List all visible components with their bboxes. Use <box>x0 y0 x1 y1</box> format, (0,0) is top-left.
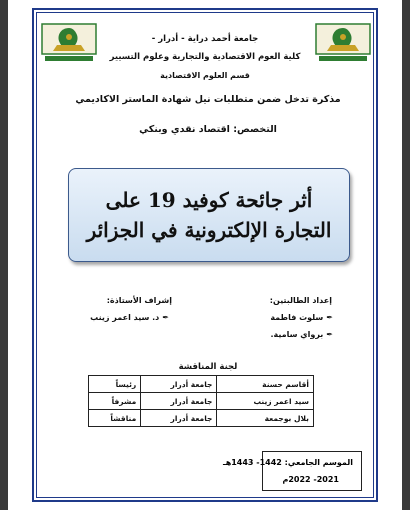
student-name <box>270 313 336 322</box>
member-role: مناقشاً <box>89 410 141 427</box>
member-role: مشرفاً <box>89 393 141 410</box>
title-line-1: أثر جائحة كوفيد 19 على <box>105 188 313 212</box>
pen-icon: ✒ <box>162 313 169 322</box>
title-box <box>68 168 350 262</box>
committee-table <box>88 375 314 427</box>
student-name-2: برواي سامية. <box>270 330 324 339</box>
pen-icon: ✒ <box>326 330 333 339</box>
thesis-statement: مذكرة تدخل ضمن متطلبات نيل شهادة الماستر الاكاديمي <box>75 94 341 105</box>
supervisor-name <box>90 313 172 322</box>
supervisor-heading: إشراف الأستاذة: <box>106 296 172 305</box>
academic-season-box <box>222 451 362 491</box>
student-name-1: سلوت فاطمة <box>270 313 324 322</box>
faculty-name: كلية العوم الاقتصادية والتجارية وعلوم التسيير <box>109 52 301 62</box>
member-name: سيد اعمر زينب <box>217 393 314 410</box>
university-logo-right <box>314 16 372 70</box>
specialty: التخصص: اقتصاد نقدي وبنكي <box>139 124 277 135</box>
pen-icon: ✒ <box>326 313 333 322</box>
member-name: بلال بوجمعة <box>217 410 314 427</box>
season-gregorian: 2021- 2022م <box>282 475 339 484</box>
member-role: رئيساً <box>89 376 141 393</box>
table-row <box>89 376 314 393</box>
university-name: جامعة أحمد دراية - أدرار - <box>151 34 259 44</box>
university-logo-left <box>40 16 98 70</box>
document-page <box>8 0 402 510</box>
member-institution: جامعة أدرار <box>141 410 217 427</box>
title-line-2: التجارة الإلكترونية في الجزائر <box>86 218 332 242</box>
student-name <box>271 330 337 339</box>
table-row <box>89 393 314 410</box>
committee-heading: لجنة المناقشة <box>178 362 238 372</box>
department-name: قسم العلوم الاقتصادية <box>160 71 250 80</box>
supervisor-name-text: د. سيد اعمر زينب <box>90 313 160 322</box>
students-heading: إعداد الطالبتين: <box>269 296 332 305</box>
member-name: أقاسم حسنة <box>217 376 314 393</box>
season-hijri: الموسم الجامعي: 1442- 1443هـ <box>222 458 353 467</box>
table-row <box>89 410 314 427</box>
member-institution: جامعة أدرار <box>141 393 217 410</box>
member-institution: جامعة أدرار <box>141 376 217 393</box>
